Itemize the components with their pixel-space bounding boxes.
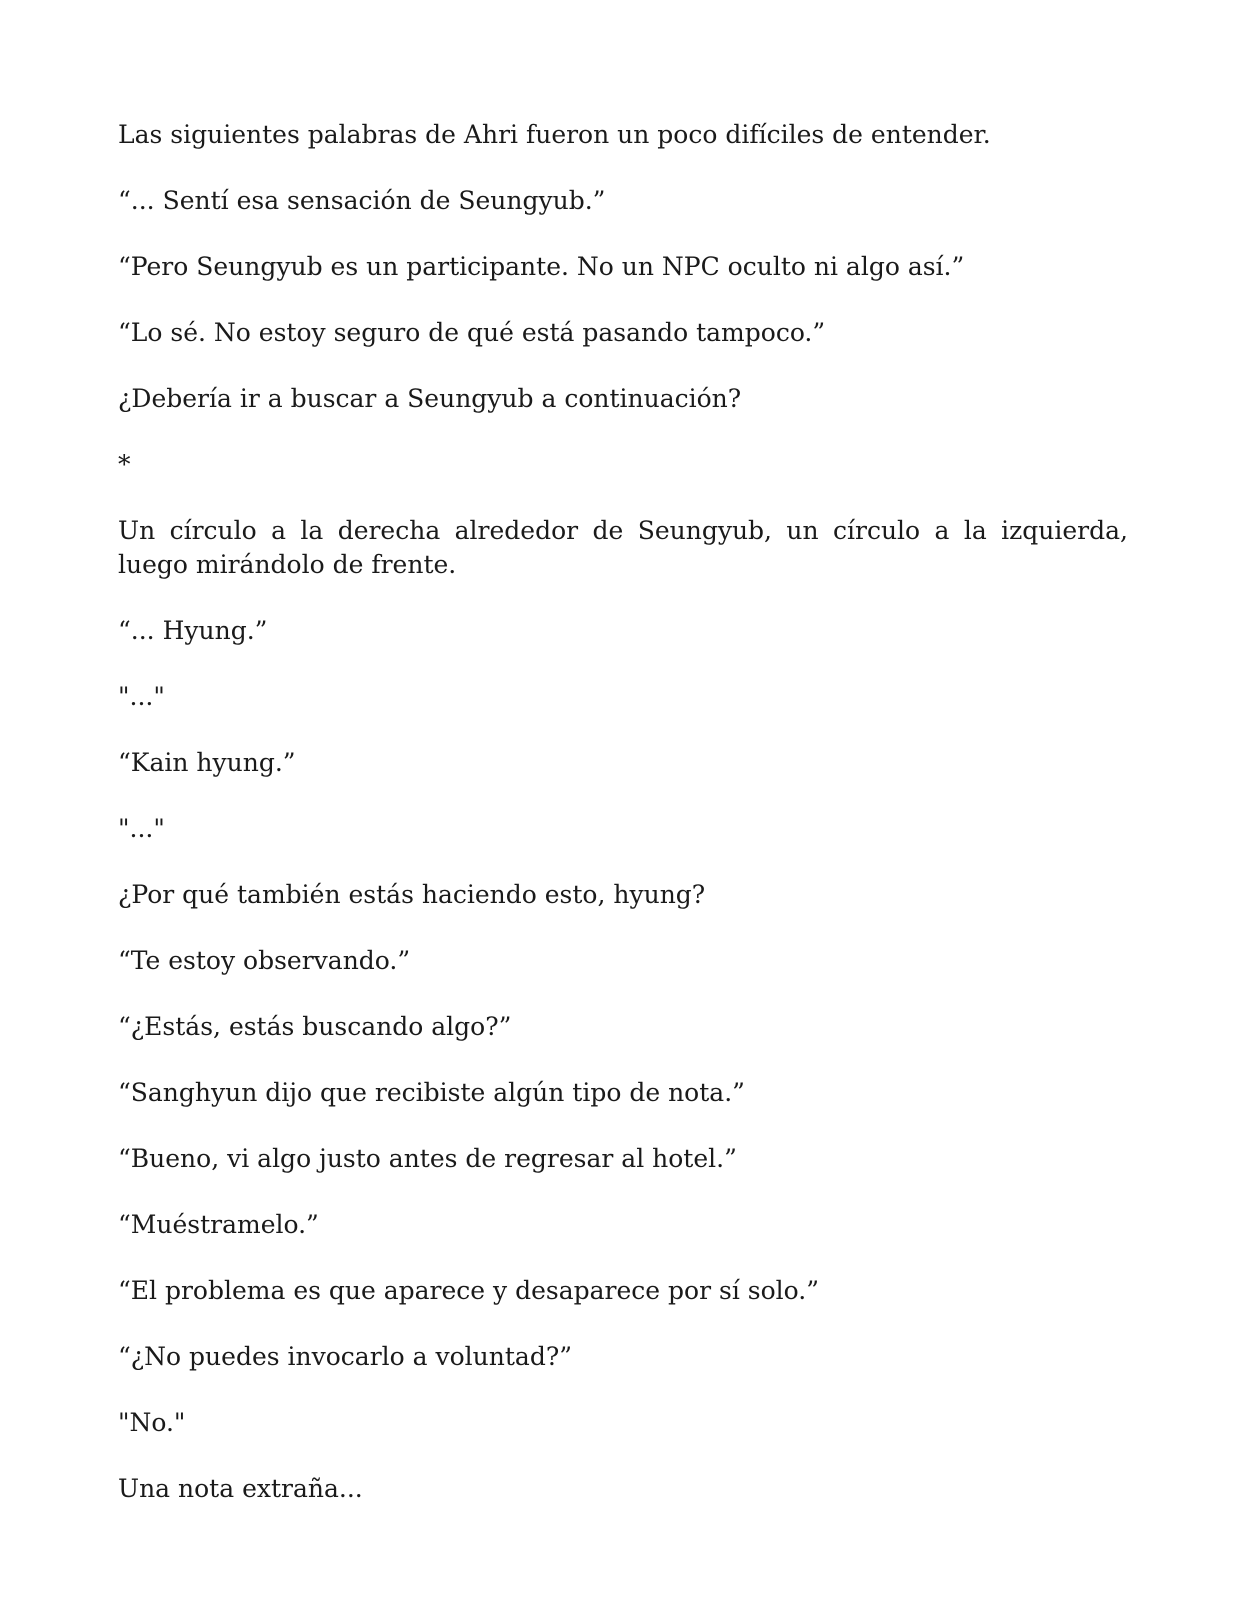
- paragraph: “Lo sé. No estoy seguro de qué está pasando tampoco.”: [118, 318, 826, 347]
- paragraph: “Pero Seungyub es un participante. No un NPC oculto ni algo así.”: [118, 252, 965, 281]
- paragraph: Las siguientes palabras de Ahri fueron un poco difíciles de entender.: [118, 120, 991, 149]
- paragraph: "...": [118, 682, 165, 711]
- paragraph: “Sanghyun dijo que recibiste algún tipo de nota.”: [118, 1078, 745, 1107]
- document-body: [118, 118, 1128, 1506]
- paragraph: ¿Por qué también estás haciendo esto, hyung?: [118, 880, 706, 909]
- paragraph: Un círculo a la derecha alrededor de Seungyub, un círculo a la izquierda, luego mirándolo de frente.: [118, 516, 1128, 579]
- scene-break: *: [118, 450, 131, 479]
- paragraph: “Te estoy observando.”: [118, 946, 411, 975]
- paragraph: “¿No puedes invocarlo a voluntad?”: [118, 1342, 573, 1371]
- paragraph: "No.": [118, 1408, 186, 1437]
- paragraph: “Bueno, vi algo justo antes de regresar al hotel.”: [118, 1144, 737, 1173]
- paragraph: “... Hyung.”: [118, 616, 268, 645]
- paragraph: Una nota extraña...: [118, 1474, 363, 1503]
- paragraph: “Kain hyung.”: [118, 748, 296, 777]
- paragraph: “El problema es que aparece y desaparece por sí solo.”: [118, 1276, 819, 1305]
- paragraph: ¿Debería ir a buscar a Seungyub a continuación?: [118, 384, 742, 413]
- paragraph: "...": [118, 814, 165, 843]
- paragraph: “¿Estás, estás buscando algo?”: [118, 1012, 512, 1041]
- paragraph: “Muéstramelo.”: [118, 1210, 319, 1239]
- paragraph: “... Sentí esa sensación de Seungyub.”: [118, 186, 606, 215]
